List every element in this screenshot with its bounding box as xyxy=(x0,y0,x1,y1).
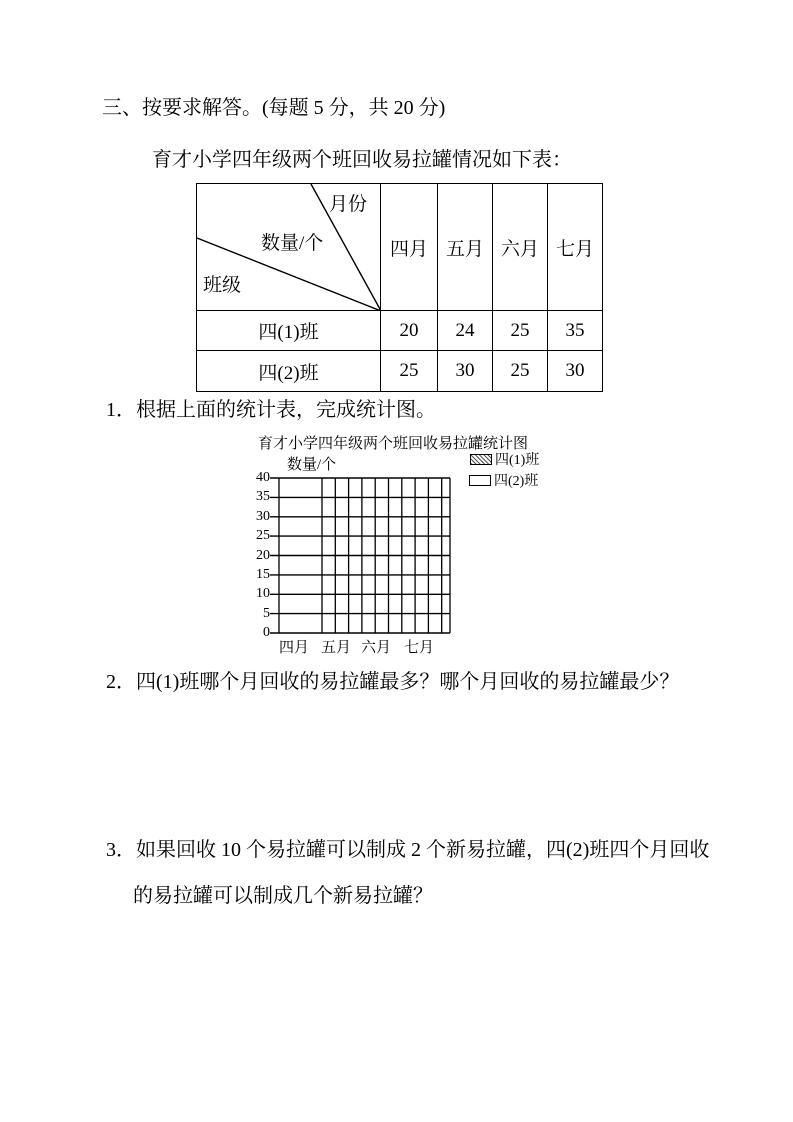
column-header-month1: 四月 xyxy=(381,184,438,311)
column-header-month4: 七月 xyxy=(548,184,603,311)
intro-text: 育才小学四年级两个班回收易拉罐情况如下表： xyxy=(152,149,572,171)
corner-label-quantity: 数量/个 xyxy=(261,233,324,254)
x-tick-label: 六月 xyxy=(360,640,392,656)
y-tick-label: 5 xyxy=(263,606,270,621)
cell-value: 24 xyxy=(438,311,493,351)
chart-title: 育才小学四年级两个班回收易拉罐统计图 xyxy=(258,436,529,452)
cell-value: 35 xyxy=(548,311,603,351)
cell-value: 25 xyxy=(493,311,548,351)
hatched-swatch-icon xyxy=(470,454,492,465)
cell-value: 30 xyxy=(548,351,603,392)
recycling-data-table xyxy=(196,183,603,392)
corner-label-month: 月份 xyxy=(329,194,368,215)
cell-value: 20 xyxy=(381,311,438,351)
x-tick-label: 五月 xyxy=(320,640,352,656)
legend-entry-class1 xyxy=(470,449,539,469)
cell-value: 25 xyxy=(381,351,438,392)
y-tick-label: 15 xyxy=(256,567,270,582)
y-tick-label: 40 xyxy=(256,470,270,485)
x-tick-label: 七月 xyxy=(403,640,435,656)
bar-chart-empty-grid xyxy=(230,432,575,667)
y-tick-label: 0 xyxy=(263,625,270,640)
table-row xyxy=(197,351,603,392)
y-tick-label: 35 xyxy=(256,489,270,504)
y-axis-label: 数量/个 xyxy=(287,457,337,473)
legend-label: 四(1)班 xyxy=(495,453,540,468)
section-heading: 三、按要求解答。(每题 5 分，共 20 分) xyxy=(102,97,446,119)
cell-value: 25 xyxy=(493,351,548,392)
x-tick-label: 四月 xyxy=(278,640,310,656)
cell-value: 30 xyxy=(438,351,493,392)
row-label-class1: 四(1)班 xyxy=(197,311,381,351)
table-row xyxy=(197,311,603,351)
empty-swatch-icon xyxy=(469,475,491,486)
legend-entry-class2 xyxy=(469,470,538,490)
question-3-line2: 的易拉罐可以制成几个新易拉罐？ xyxy=(133,885,433,907)
question-1: 1．根据上面的统计表，完成统计图。 xyxy=(106,399,436,421)
question-3-line1: 3．如果回收 10 个易拉罐可以制成 2 个新易拉罐，四(2)班四个月回收 xyxy=(106,839,710,861)
question-2: 2．四(1)班哪个月回收的易拉罐最多？哪个月回收的易拉罐最少？ xyxy=(106,671,680,693)
y-tick-label: 20 xyxy=(256,548,270,563)
row-label-class2: 四(2)班 xyxy=(197,351,381,392)
y-tick-label: 25 xyxy=(256,528,270,543)
y-tick-label: 10 xyxy=(256,586,270,601)
column-header-month2: 五月 xyxy=(438,184,493,311)
y-tick-label: 30 xyxy=(256,509,270,524)
column-header-month3: 六月 xyxy=(493,184,548,311)
legend-label: 四(2)班 xyxy=(494,474,539,489)
corner-label-class: 班级 xyxy=(203,275,242,296)
diagonal-header-cell xyxy=(197,184,381,311)
